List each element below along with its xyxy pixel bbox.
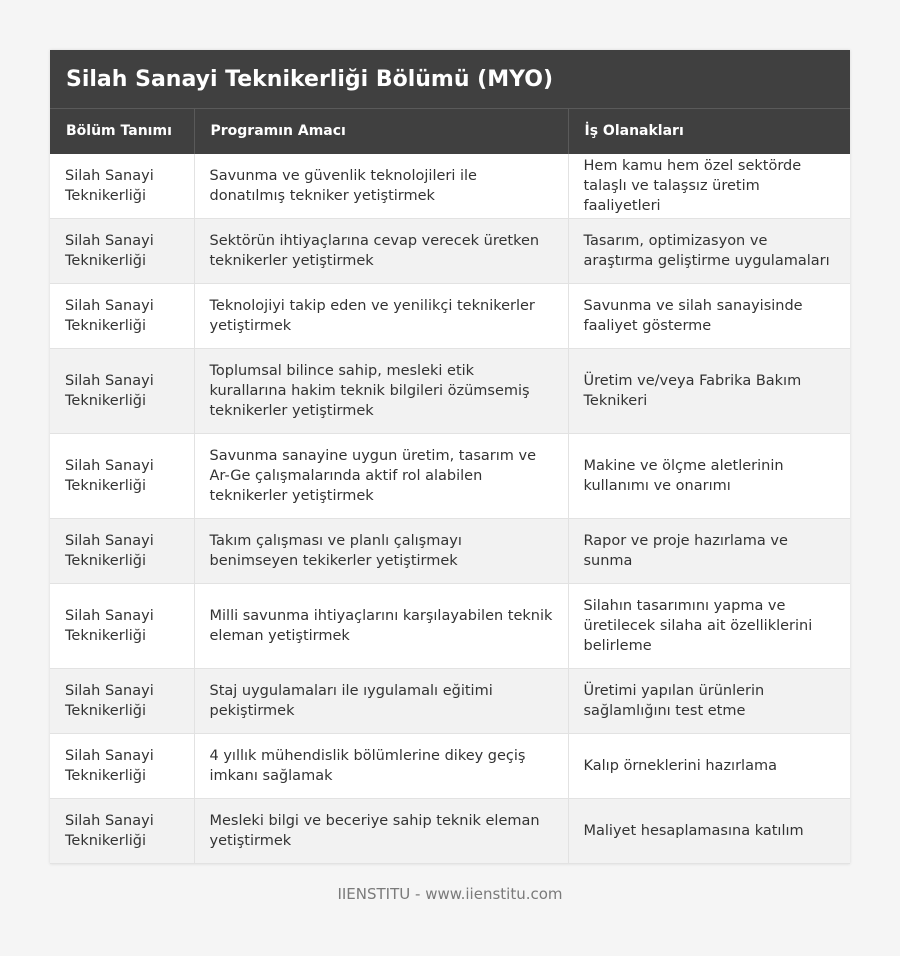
cell-department: Silah Sanayi Teknikerliği [50,799,194,864]
cell-program-goal: Savunma ve güvenlik teknolojileri ile donatılmış tekniker yetiştirmek [194,154,568,219]
cell-program-goal: Sektörün ihtiyaçlarına cevap verecek üretken teknikerler yetiştirmek [194,219,568,284]
table-row [50,219,850,284]
cell-program-goal: Toplumsal bilince sahip, mesleki etik kurallarına hakim teknik bilgileri özümsemiş teknikerler yetiştirmek [194,349,568,434]
cell-program-goal: 4 yıllık mühendislik bölümlerine dikey geçiş imkanı sağlamak [194,734,568,799]
cell-department: Silah Sanayi Teknikerliği [50,584,194,669]
cell-job-opportunity: Hem kamu hem özel sektörde talaşlı ve talaşsız üretim faaliyetleri [568,154,850,219]
cell-department: Silah Sanayi Teknikerliği [50,284,194,349]
column-header-program-goal: Programın Amacı [194,109,568,154]
cell-department: Silah Sanayi Teknikerliği [50,669,194,734]
table-row [50,349,850,434]
cell-job-opportunity: Savunma ve silah sanayisinde faaliyet gösterme [568,284,850,349]
footer-credit: IIENSTITU - www.iienstitu.com [337,885,563,903]
table-title: Silah Sanayi Teknikerliği Bölümü (MYO) [50,50,850,108]
cell-department: Silah Sanayi Teknikerliği [50,519,194,584]
cell-program-goal: Staj uygulamaları ile ıygulamalı eğitimi pekiştirmek [194,669,568,734]
cell-job-opportunity: Rapor ve proje hazırlama ve sunma [568,519,850,584]
cell-program-goal: Takım çalışması ve planlı çalışmayı benimseyen tekikerler yetiştirmek [194,519,568,584]
table-card [50,50,850,864]
column-header-department: Bölüm Tanımı [50,109,194,154]
table-row [50,154,850,219]
column-header-job-opportunities: İş Olanakları [568,109,850,154]
table-row [50,734,850,799]
cell-job-opportunity: Üretim ve/veya Fabrika Bakım Teknikeri [568,349,850,434]
table-row [50,434,850,519]
table-row [50,669,850,734]
cell-job-opportunity: Makine ve ölçme aletlerinin kullanımı ve onarımı [568,434,850,519]
cell-job-opportunity: Silahın tasarımını yapma ve üretilecek silaha ait özelliklerini belirleme [568,584,850,669]
header-row [50,109,850,154]
cell-job-opportunity: Tasarım, optimizasyon ve araştırma geliştirme uygulamaları [568,219,850,284]
table-row [50,799,850,864]
cell-program-goal: Savunma sanayine uygun üretim, tasarım ve Ar-Ge çalışmalarında aktif rol alabilen teknikerler yetiştirmek [194,434,568,519]
table-row [50,519,850,584]
cell-department: Silah Sanayi Teknikerliği [50,154,194,219]
program-table [50,108,850,864]
cell-program-goal: Teknolojiyi takip eden ve yenilikçi teknikerler yetiştirmek [194,284,568,349]
table-header [50,109,850,154]
table-row [50,584,850,669]
cell-department: Silah Sanayi Teknikerliği [50,219,194,284]
cell-department: Silah Sanayi Teknikerliği [50,349,194,434]
cell-department: Silah Sanayi Teknikerliği [50,734,194,799]
cell-job-opportunity: Kalıp örneklerini hazırlama [568,734,850,799]
table-row [50,284,850,349]
cell-program-goal: Mesleki bilgi ve beceriye sahip teknik eleman yetiştirmek [194,799,568,864]
cell-job-opportunity: Maliyet hesaplamasına katılım [568,799,850,864]
cell-job-opportunity: Üretimi yapılan ürünlerin sağlamlığını test etme [568,669,850,734]
cell-department: Silah Sanayi Teknikerliği [50,434,194,519]
cell-program-goal: Milli savunma ihtiyaçlarını karşılayabilen teknik eleman yetiştirmek [194,584,568,669]
table-body [50,154,850,864]
